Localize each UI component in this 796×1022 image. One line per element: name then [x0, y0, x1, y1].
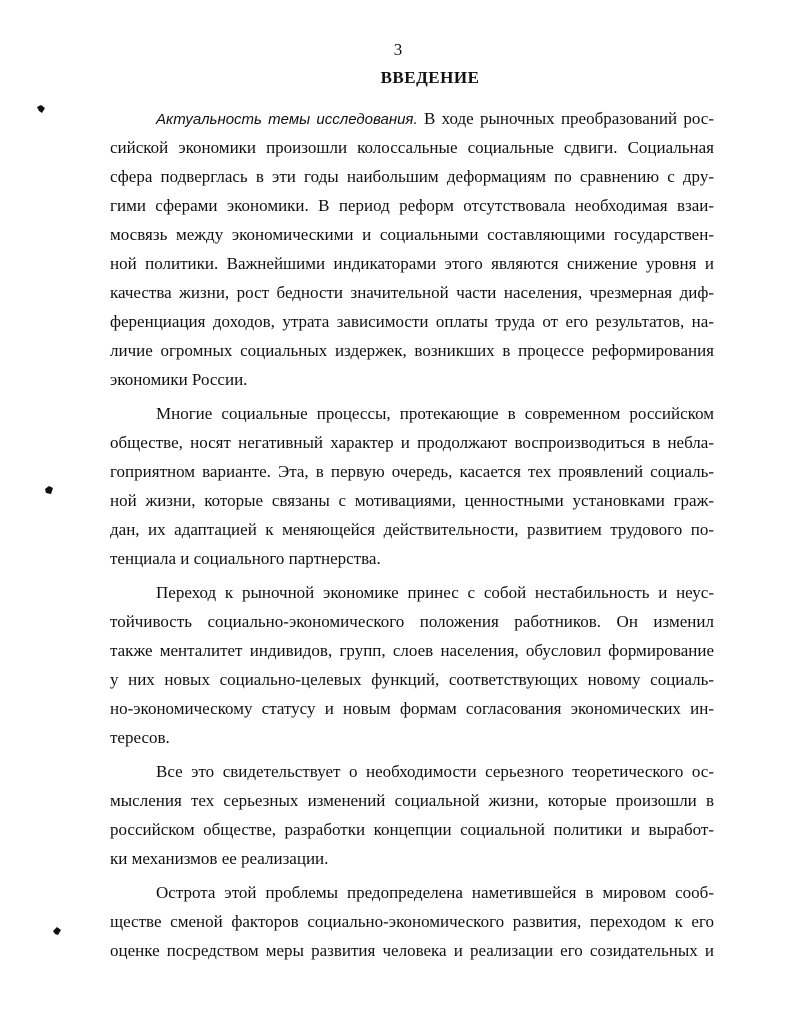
paragraph-line: сийской экономики произошли колоссальные социальные сдвиги. Социальная — [110, 138, 714, 157]
paragraph-line: гими сферами экономики. В период реформ отсутствовала необходимая взаи- — [110, 196, 714, 215]
paragraph-line: тойчивость социально-экономического положения работников. Он изменил — [110, 612, 714, 631]
paragraph-line: Все это свидетельствует о необходимости серьезного теоретического ос- — [156, 762, 714, 781]
paragraph-line: сфера подверглась в эти годы наибольшим деформациям по сравнению с дру- — [110, 167, 714, 186]
paragraph-line: личие огромных социальных издержек, возникших в процессе реформирования — [110, 341, 714, 360]
paragraph-line: российском обществе, разработки концепции социальной политики и выработ- — [110, 820, 714, 839]
emphasis-lead: Актуальность темы исследования. — [156, 111, 418, 128]
scan-mark — [52, 926, 62, 936]
paragraph-line: но-экономическому статусу и новым формам согласования экономических ин- — [110, 699, 714, 718]
paragraph-line: ференциация доходов, утрата зависимости оплаты труда от его результатов, на- — [110, 312, 714, 331]
paragraph-line: Многие социальные процессы, протекающие в современном российском — [156, 404, 714, 423]
paragraph-line: тересов. — [110, 728, 170, 747]
paragraph-line: оценке посредством меры развития человека и реализации его созидательных и — [110, 941, 714, 960]
paragraph-line: Переход к рыночной экономике принес с собой нестабильность и неус- — [156, 583, 714, 602]
paragraph-line: экономики России. — [110, 370, 248, 389]
paragraph-line: качества жизни, рост бедности значительной части населения, чрезмерная диф- — [110, 283, 714, 302]
scan-mark — [36, 104, 46, 114]
paragraph-text: В ходе рыночных преобразований рос- — [417, 109, 714, 128]
paragraph-line: мосвязь между экономическими и социальными составляющими государствен- — [110, 225, 714, 244]
paragraph-line: также менталитет индивидов, групп, слоев населения, обусловил формирование — [110, 641, 714, 660]
paragraph-line: гоприятном варианте. Эта, в первую очередь, касается тех проявлений социаль- — [110, 462, 714, 481]
paragraph-line: у них новых социально-целевых функций, соответствующих новому социаль- — [110, 670, 714, 689]
paragraph-line: тенциала и социального партнерства. — [110, 549, 381, 568]
paragraph-line: дан, их адаптацией к меняющейся действительности, развитием трудового по- — [110, 520, 714, 539]
scan-mark — [44, 485, 54, 495]
paragraph-line: ной жизни, которые связаны с мотивациями, ценностными установками граж- — [110, 491, 714, 510]
paragraph-line — [156, 108, 714, 131]
paragraph-line: Острота этой проблемы предопределена наметившейся в мировом сооб- — [156, 883, 714, 902]
paragraph-line: ществе сменой факторов социально-экономического развития, переходом к его — [110, 912, 714, 931]
paragraph-line: обществе, носят негативный характер и продолжают воспроизводиться в небла- — [110, 433, 714, 452]
paragraph-line: ной политики. Важнейшими индикаторами этого являются снижение уровня и — [110, 254, 714, 273]
paragraph-line: ки механизмов ее реализации. — [110, 849, 329, 868]
paragraph-line: мысления тех серьезных изменений социальной жизни, которые произошли в — [110, 791, 714, 810]
page-number: 3 — [393, 40, 403, 59]
page-title: ВВЕДЕНИЕ — [380, 68, 480, 87]
